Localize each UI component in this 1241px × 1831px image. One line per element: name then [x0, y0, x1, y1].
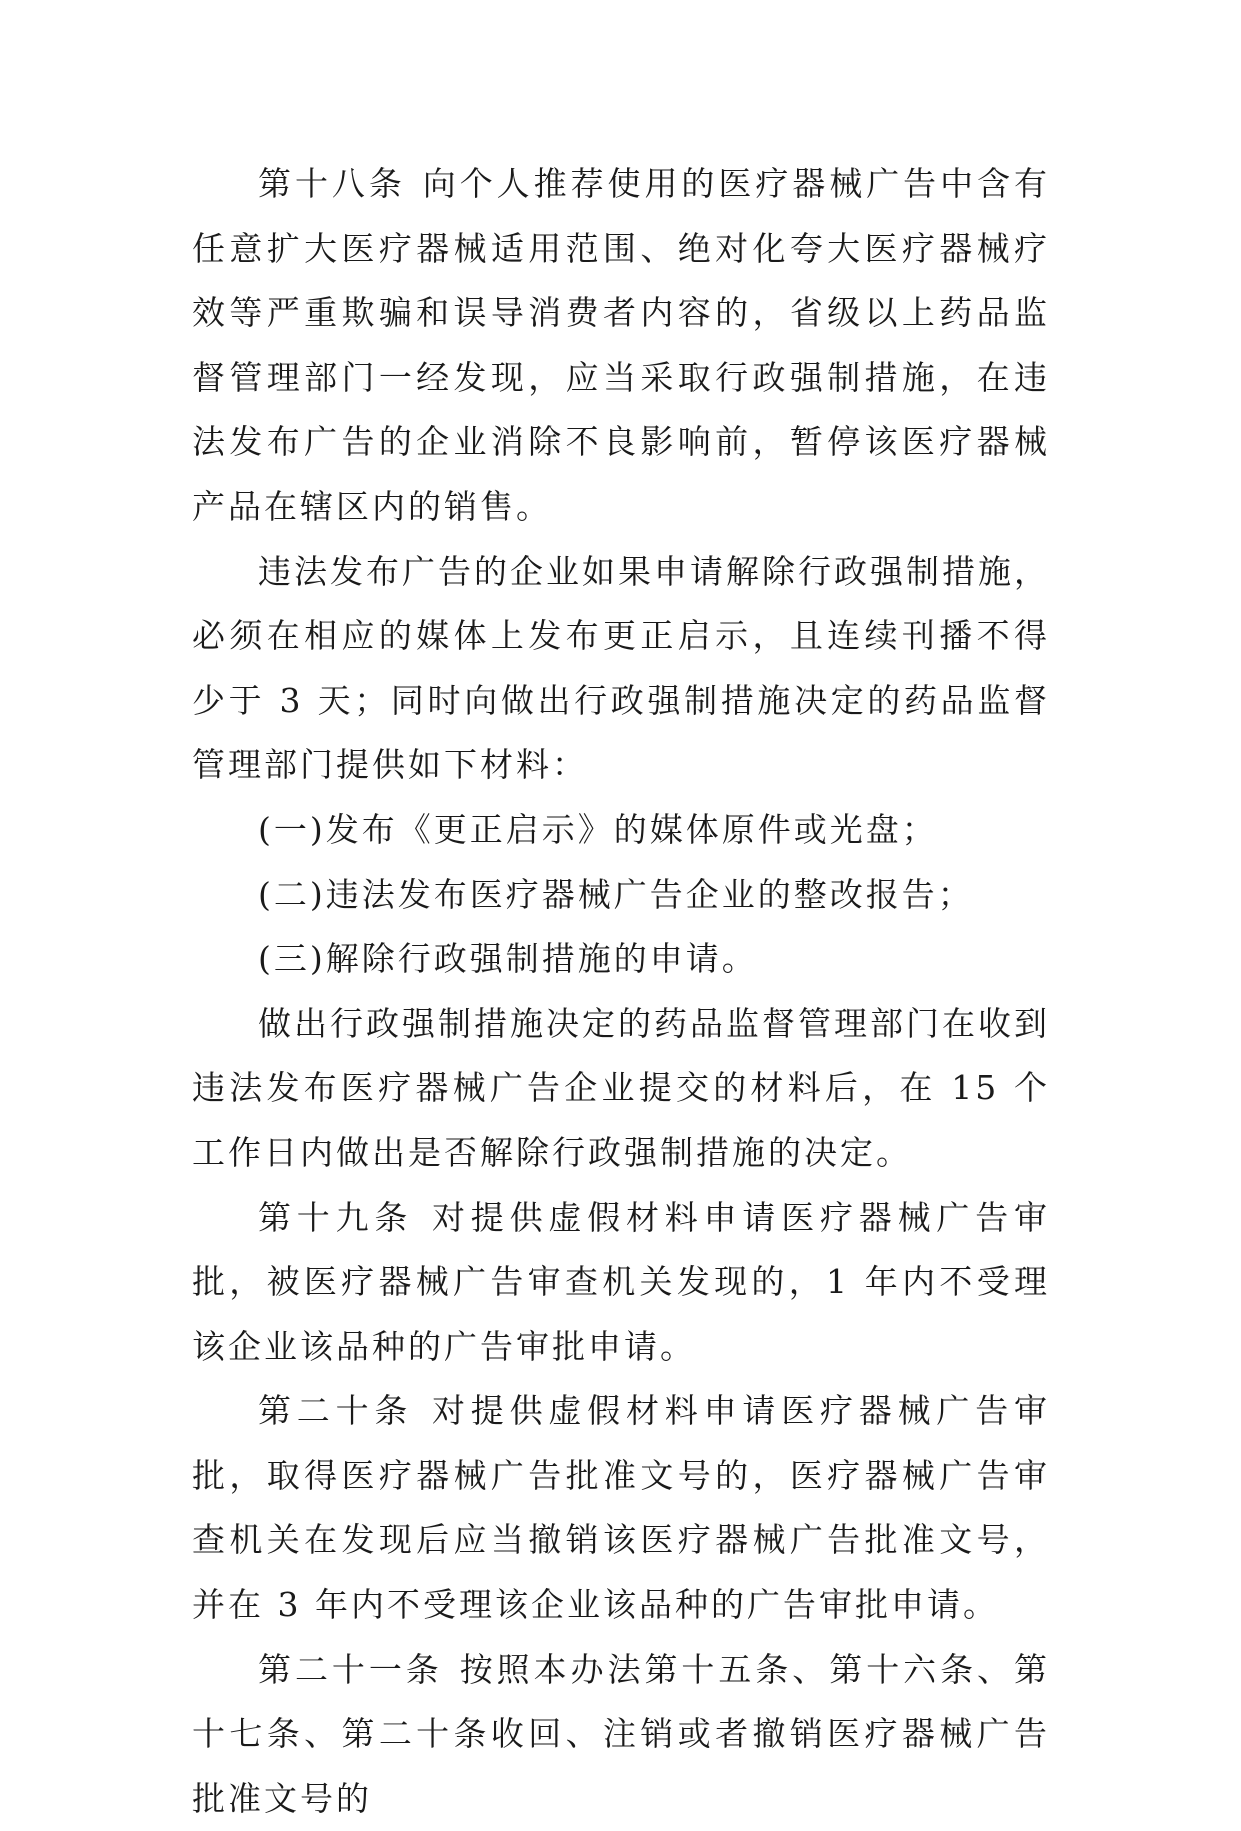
paragraph-text: 违法发布广告的企业如果申请解除行政强制措施，必须在相应的媒体上发布更正启示，且连续刊播不得少于 3 天；同时向做出行政强制措施决定的药品监督管理部门提供如下材料： [192, 551, 1050, 785]
article-18-paragraph-2 [192, 540, 1050, 798]
paragraph-text: 按照本办法第十五条、第十六条、第十七条、第二十条收回、注销或者撤销医疗器械广告批准文号的 [192, 1649, 1051, 1818]
article-21-paragraph [192, 1638, 1050, 1831]
list-item [192, 798, 1050, 863]
paragraph-text: 做出行政强制措施决定的药品监督管理部门在收到违法发布医疗器械广告企业提交的材料后，在 15 个工作日内做出是否解除行政强制措施的决定。 [192, 1003, 1050, 1172]
article-18-paragraph [192, 152, 1050, 540]
list-item [192, 863, 1050, 928]
document-body [192, 152, 1050, 1831]
article-heading: 第二十一条 [258, 1649, 443, 1689]
list-item-text: (一)发布《更正启示》的媒体原件或光盘； [258, 809, 938, 849]
list-item-text: (三)解除行政强制措施的申请。 [258, 939, 758, 979]
article-heading: 第十九条 [258, 1197, 414, 1237]
article-18-paragraph-3 [192, 992, 1050, 1186]
paragraph-text: 对提供虚假材料申请医疗器械广告审批，被医疗器械广告审查机关发现的，1 年内不受理该企业该品种的广告审批申请。 [192, 1197, 1051, 1366]
article-heading: 第二十条 [258, 1391, 414, 1431]
list-item [192, 927, 1050, 992]
article-heading: 第十八条 [258, 164, 406, 203]
article-20-paragraph [192, 1379, 1050, 1637]
paragraph-text: 对提供虚假材料申请医疗器械广告审批，取得医疗器械广告批准文号的，医疗器械广告审查机关在发现后应当撤销该医疗器械广告批准文号，并在 3 年内不受理该企业该品种的广告审批申请。 [192, 1391, 1051, 1625]
paragraph-text: 向个人推荐使用的医疗器械广告中含有任意扩大医疗器械适用范围、绝对化夸大医疗器械疗效等严重欺骗和误导消费者内容的，省级以上药品监督管理部门一经发现，应当采取行政强制措施，在违法发布广告的企业消除不良影响前，暂停该医疗器械产品在辖区内的销售。 [192, 164, 1051, 526]
list-item-text: (二)违法发布医疗器械广告企业的整改报告； [258, 874, 974, 914]
article-19-paragraph [192, 1186, 1050, 1380]
